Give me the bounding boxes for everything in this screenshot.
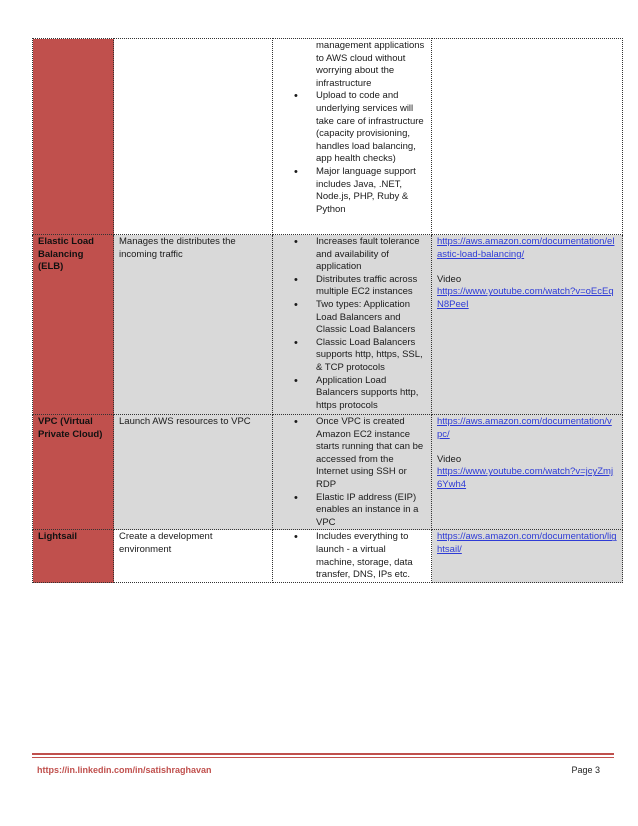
page-number: Page 3 — [571, 765, 600, 775]
service-name-cell — [33, 39, 114, 235]
description-cell — [114, 39, 273, 235]
description-cell: Launch AWS resources to VPC — [114, 415, 273, 530]
features-cell — [273, 415, 432, 530]
feature-list — [278, 40, 426, 216]
table-row — [33, 415, 623, 530]
video-link[interactable]: https://www.youtube.com/watch?v=oEcEqN8PeeI — [437, 286, 614, 310]
service-name-cell: VPC (Virtual Private Cloud) — [33, 415, 114, 530]
list-item: • Two types: Application Load Balancers and Classic Load Balancers — [278, 299, 426, 337]
feature-list — [278, 531, 426, 581]
video-label: Video — [437, 273, 462, 285]
footer-divider — [32, 757, 614, 758]
description-cell: Create a development environment — [114, 530, 273, 583]
footer-profile-url[interactable]: https://in.linkedin.com/in/satishraghavan — [37, 765, 212, 775]
list-item: • Application Load Balancers supports http, https protocols — [278, 375, 426, 413]
list-item: • Upload to code and underlying services will take care of infrastructure (capacity provisioning, handles load balancing, app health checks) — [278, 90, 426, 166]
features-cell — [273, 39, 432, 235]
list-item: • Distributes traffic across multiple EC2 instances — [278, 274, 426, 299]
links-cell — [432, 39, 623, 235]
links-cell — [432, 415, 623, 530]
list-item: • Major language support includes Java, .NET, Node.js, PHP, Ruby & Python — [278, 166, 426, 216]
features-cell — [273, 235, 432, 415]
service-name-cell: Lightsail — [33, 530, 114, 583]
feature-list — [278, 236, 426, 412]
documentation-link[interactable]: https://aws.amazon.com/documentation/lightsail/ — [437, 531, 617, 555]
list-item: • Elastic IP address (EIP) enables an instance in a VPC — [278, 492, 426, 530]
features-cell — [273, 530, 432, 583]
documentation-link[interactable]: https://aws.amazon.com/documentation/elastic-load-balancing/ — [437, 236, 615, 260]
list-item: • Increases fault tolerance and availability of application — [278, 236, 426, 274]
list-item: • Once VPC is created Amazon EC2 instance starts running that can be accessed from the Internet using SSH or RDP — [278, 416, 426, 492]
list-item: • Includes everything to launch - a virtual machine, storage, data transfer, DNS, IPs etc. — [278, 531, 426, 581]
list-item: • Classic Load Balancers supports http, https, SSL, & TCP protocols — [278, 337, 426, 375]
links-cell — [432, 530, 623, 583]
table-row — [33, 530, 623, 583]
documentation-link[interactable]: https://aws.amazon.com/documentation/vpc/ — [437, 416, 612, 440]
footer-divider — [32, 753, 614, 755]
description-cell: Manages the distributes the incoming traffic — [114, 235, 273, 415]
video-link[interactable]: https://www.youtube.com/watch?v=jcyZmj6Ywh4 — [437, 466, 614, 490]
services-table — [32, 38, 623, 583]
list-item: management applications to AWS cloud without worrying about the infrastructure — [316, 40, 425, 89]
service-name-cell: Elastic Load Balancing (ELB) — [33, 235, 114, 415]
feature-list — [278, 416, 426, 529]
video-label: Video — [437, 453, 462, 465]
links-cell — [432, 235, 623, 415]
table-row — [33, 39, 623, 235]
table-row — [33, 235, 623, 415]
